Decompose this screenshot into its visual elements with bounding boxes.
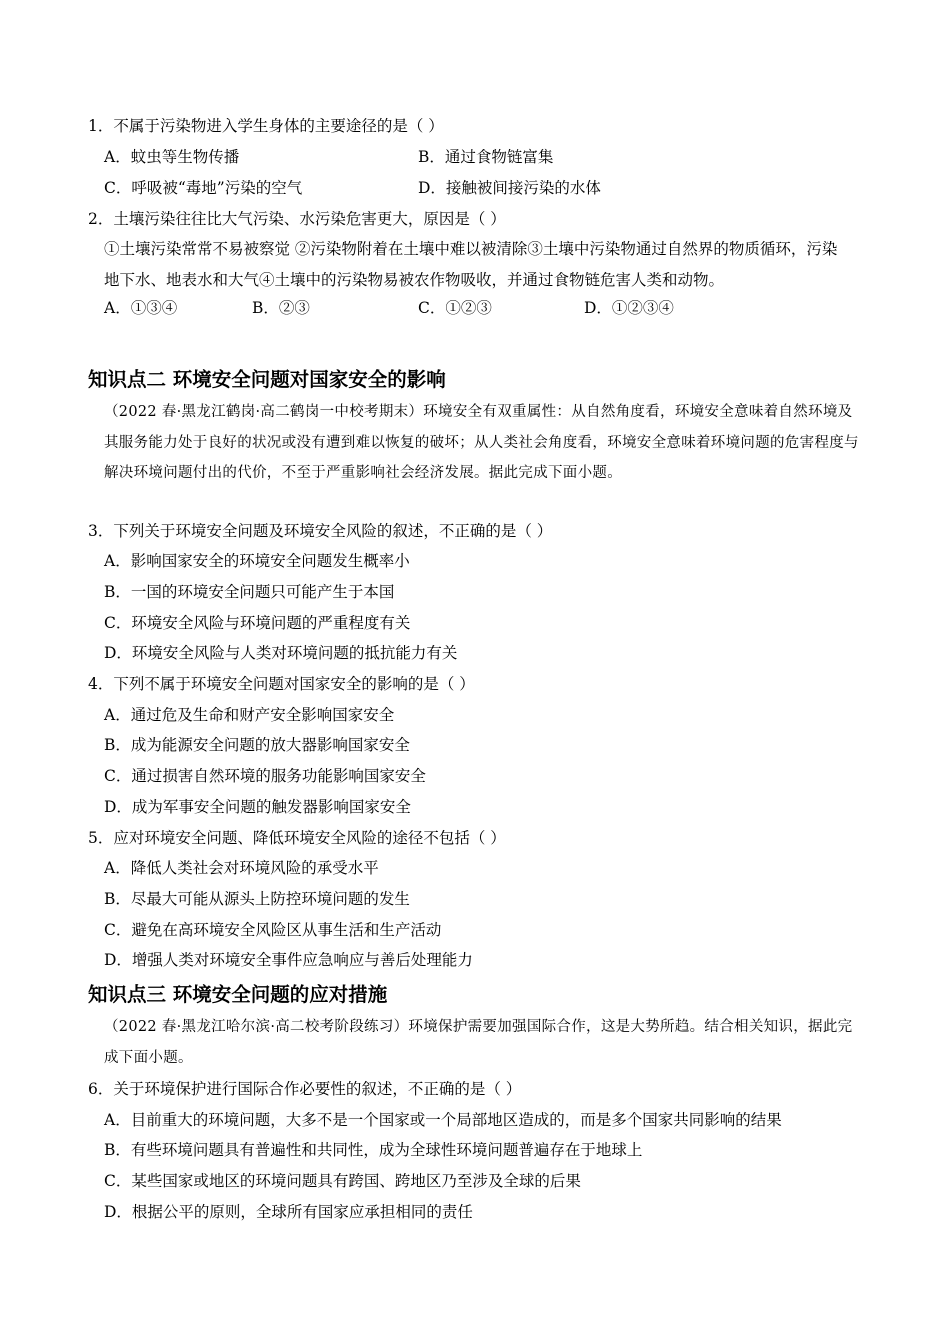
q5-option-a: A．降低人类社会对环境风险的承受水平	[104, 859, 379, 877]
q2-option-a: A．①③④	[104, 299, 178, 317]
q4-option-c: C．通过损害自然环境的服务功能影响国家安全	[104, 767, 426, 785]
q1-option-b: B．通过食物链富集	[418, 148, 554, 166]
q2-option-b: B．②③	[252, 299, 310, 317]
q3-option-b: B．一国的环境安全问题只可能产生于本国	[104, 583, 395, 601]
q1-option-a: A．蚊虫等生物传播	[104, 148, 240, 166]
q1-option-d: D．接触被间接污染的水体	[418, 179, 601, 197]
q6-option-c: C．某些国家或地区的环境问题具有跨国、跨地区乃至涉及全球的后果	[104, 1172, 581, 1190]
q2-option-c: C．①②③	[418, 299, 492, 317]
q5-stem: 5．应对环境安全问题、降低环境安全风险的途径不包括（ ）	[88, 829, 506, 847]
q3-option-c: C．环境安全风险与环境问题的严重程度有关	[104, 614, 411, 632]
q4-stem: 4．下列不属于环境安全问题对国家安全的影响的是（ ）	[88, 675, 475, 693]
q2-stem: 2．土壤污染往往比大气污染、水污染危害更大，原因是（ ）	[88, 210, 506, 228]
q6-option-b: B．有些环境问题具有普遍性和共同性，成为全球性环境问题普遍存在于地球上	[104, 1141, 643, 1159]
q5-option-d: D．增强人类对环境安全事件应急响应与善后处理能力	[104, 951, 473, 969]
material-text: （2022 春·黑龙江鹤岗·高二鹤岗一中校考期末）环境安全有双重属性：从自然角度看，环境安全意味着自然环境及其服务能力处于良好的状况或没有遭到难以恢复的破坏；从人类社会角度看，环境安全意味着环境问题的危害程度与解决环境问题付出的代价，不至于严重影响社会经济发展。据此完成下面小题。	[104, 404, 859, 481]
q4-option-b: B．成为能源安全问题的放大器影响国家安全	[104, 736, 410, 754]
q2-statements: ①土壤污染常常不易被察觉 ②污染物附着在土壤中难以被清除③土壤中污染物通过自然界的物质循环，污染地下水、地表水和大气④土壤中的污染物易被农作物吸收，并通过食物链危害人类和动物。	[104, 240, 838, 289]
section-heading: 知识点三 环境安全问题的应对措施	[88, 983, 388, 1006]
q5-option-c: C．避免在高环境安全风险区从事生活和生产活动	[104, 921, 442, 939]
q3-option-a: A．影响国家安全的环境安全问题发生概率小	[104, 552, 410, 570]
q3-option-d: D．环境安全风险与人类对环境问题的抵抗能力有关	[104, 644, 458, 662]
q1-stem: 1．不属于污染物进入学生身体的主要途径的是（ ）	[88, 117, 444, 135]
q2-option-d: D．①②③④	[584, 299, 674, 317]
q1-option-c: C．呼吸被“毒地”污染的空气	[104, 179, 303, 197]
q6-option-d: D．根据公平的原则，全球所有国家应承担相同的责任	[104, 1203, 473, 1221]
q5-option-b: B．尽最大可能从源头上防控环境问题的发生	[104, 890, 410, 908]
q4-option-a: A．通过危及生命和财产安全影响国家安全	[104, 706, 395, 724]
q6-stem: 6．关于环境保护进行国际合作必要性的叙述，不正确的是（ ）	[88, 1080, 522, 1098]
section-heading: 知识点二 环境安全问题对国家安全的影响	[88, 368, 446, 391]
q6-option-a: A．目前重大的环境问题，大多不是一个国家或一个局部地区造成的，而是多个国家共同影响的结果	[104, 1111, 782, 1129]
q3-stem: 3．下列关于环境安全问题及环境安全风险的叙述，不正确的是（ ）	[88, 522, 553, 540]
q4-option-d: D．成为军事安全问题的触发器影响国家安全	[104, 798, 411, 816]
material-text: （2022 春·黑龙江哈尔滨·高二校考阶段练习）环境保护需要加强国际合作，这是大势所趋。结合相关知识，据此完成下面小题。	[104, 1019, 853, 1066]
